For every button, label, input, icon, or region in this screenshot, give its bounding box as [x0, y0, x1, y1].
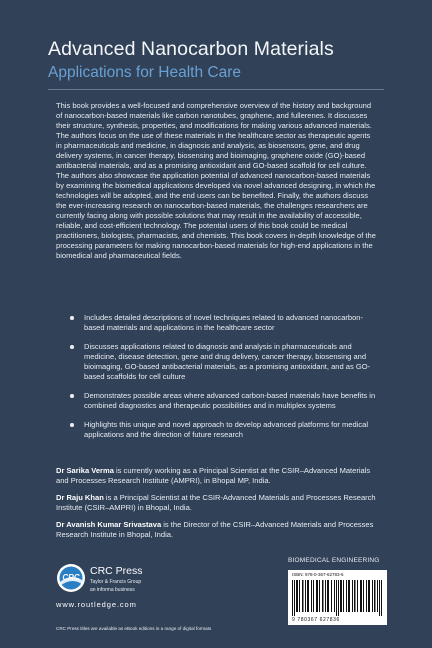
feature-item: [64, 342, 380, 382]
crc-logo-icon: [56, 563, 86, 593]
publisher-name: CRC Press: [90, 565, 143, 577]
isbn-label: ISBN: 978-0-367-62783-6: [292, 572, 344, 577]
feature-item: [64, 420, 380, 440]
publisher-tagline: an informa business: [90, 587, 135, 593]
author-name: Dr Avanish Kumar Srivastava: [56, 520, 162, 529]
publisher-group: Taylor & Francis Group: [90, 579, 142, 585]
feature-item: [64, 313, 380, 333]
logo-text: CRC: [62, 573, 80, 582]
ebook-note: CRC Press titles are available as eBook editions in a range of digital formats: [56, 626, 212, 631]
barcode-panel: [288, 570, 387, 625]
feature-text: Discusses applications related to diagnosis and analysis in pharmaceuticals and medicine, disease detection, gene and drug delivery, cancer therapy, biosensing and bioimaging, GO-based antibacterial materials, as a promising antioxidant, and as GO-based scaffolds for cell culture: [84, 342, 371, 381]
bullet-icon: [70, 345, 74, 349]
barcode-icon: [292, 580, 383, 616]
book-title: Advanced Nanocarbon Materials: [48, 38, 334, 60]
publisher-url[interactable]: www.routledge.com: [56, 600, 137, 609]
title-divider: [48, 89, 384, 90]
author-bio-text: is the Director of the CSIR–Advanced Materials and Processes Research Institute in Bhopal, India.: [56, 520, 374, 539]
bullet-icon: [70, 394, 74, 398]
author-bio-text: is a Principal Scientist at the CSIR-Advanced Materials and Processes Research Institute (CSIR–AMPRI) in Bhopal, India.: [56, 493, 376, 512]
author-bio: [56, 520, 378, 540]
feature-text: Demonstrates possible areas where advanced carbon-based materials have benefits in combined diagnostics and therapeutic possibilities and in multiplex systems: [84, 391, 376, 410]
author-bios: [56, 466, 378, 547]
author-bio: [56, 493, 378, 513]
feature-item: [64, 391, 380, 411]
author-name: Dr Sarika Verma: [56, 466, 114, 475]
author-name: Dr Raju Khan: [56, 493, 104, 502]
subject-category: BIOMEDICAL ENGINEERING: [288, 557, 380, 564]
book-subtitle: Applications for Health Care: [48, 64, 241, 81]
feature-list: [64, 313, 380, 449]
bullet-icon: [70, 316, 74, 320]
feature-text: Includes detailed descriptions of novel techniques related to advanced nanocarbon-based materials and applications in the healthcare sector: [84, 313, 364, 332]
author-bio: [56, 466, 378, 486]
book-description: This book provides a well-focused and comprehensive overview of the history and background of nanocarbon-based materials like carbon nanotubes, graphene, and fullerenes. It discusses their structure, synthesis, properties, and modifications for making various advanced materials. The authors focus on the use of these materials in the healthcare sector as therapeutic agents in pharmaceuticals and medicine, in diagnosis and analysis, as biosensors, gene, and drug delivery systems, in cancer therapy, biosensing and bioimaging, graphene oxide (GO)-based antibacterial materials, and as a promising antioxidant and GO-based scaffold for cell culture. The authors also showcase the application potential of advanced nanocarbon-based materials by examining the biomedical applications developed via novel advanced designing, in which the technologies will be adopted, and the end users can be benefited. Finally, the authors discuss the ever-increasing research on nanocarbon-based materials, the challenges researchers are currently facing along with possible solutions that may result in the availability of accessible, reliable, and cost-efficient technology. The potential users of this book could be medical practitioners, biologists, pharmacists, and chemists. This book covers in-depth knowledge of the processing parameters for making nanocarbon-based materials for high-end applications in the biomedical and pharmaceutical fields.: [56, 101, 376, 260]
feature-text: Highlights this unique and novel approach to develop advanced platforms for medical applications and the direction of future research: [84, 420, 369, 439]
barcode-number: 9 780367 627836: [292, 617, 340, 623]
bullet-icon: [70, 423, 74, 427]
author-bio-text: is currently working as a Principal Scientist at the CSIR–Advanced Materials and Processes Research Institute (AMPRI), in Bhopal MP, India.: [56, 466, 371, 485]
